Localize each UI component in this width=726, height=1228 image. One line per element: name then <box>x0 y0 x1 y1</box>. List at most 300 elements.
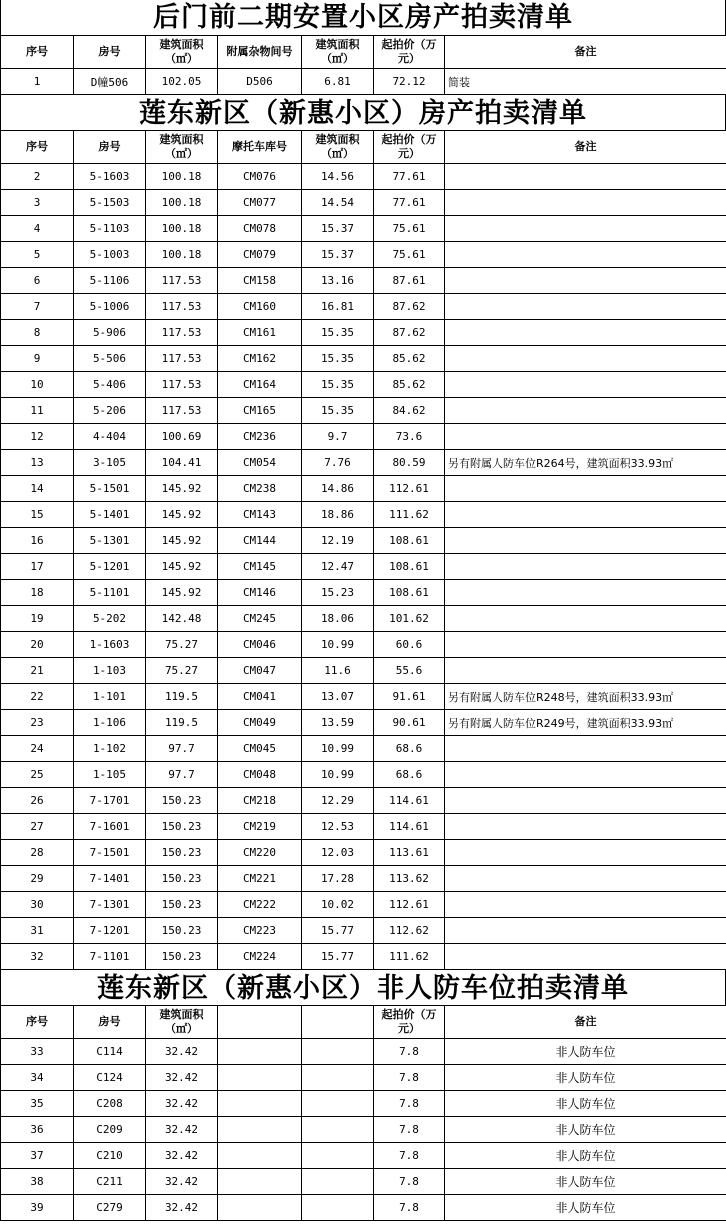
table-cell: CM054 <box>218 450 302 476</box>
section2-title: 莲东新区（新惠小区）房产拍卖清单 <box>0 95 726 130</box>
table-cell: CM161 <box>218 320 302 346</box>
table-row <box>1 164 726 190</box>
note-cell <box>445 528 726 554</box>
table-cell: 119.5 <box>146 710 218 736</box>
note-cell <box>445 866 726 892</box>
section3-table <box>0 1005 726 1221</box>
table-cell: 73.6 <box>374 424 445 450</box>
table-cell: C208 <box>74 1091 146 1117</box>
table-row <box>1 788 726 814</box>
table-cell: 145.92 <box>146 528 218 554</box>
note-cell <box>445 424 726 450</box>
table-row <box>1 1143 726 1169</box>
note-cell: 非人防车位 <box>445 1039 726 1065</box>
table-row <box>1 1039 726 1065</box>
table-cell: 77.61 <box>374 164 445 190</box>
table-cell <box>218 1143 302 1169</box>
table-row <box>1 476 726 502</box>
table-cell: 100.18 <box>146 190 218 216</box>
note-cell: 非人防车位 <box>445 1195 726 1221</box>
table-cell <box>218 1091 302 1117</box>
table-cell: 5-202 <box>74 606 146 632</box>
table-cell: 27 <box>1 814 74 840</box>
table-cell: 87.61 <box>374 268 445 294</box>
note-cell <box>445 216 726 242</box>
table-cell: 97.7 <box>146 736 218 762</box>
table-cell: CM079 <box>218 242 302 268</box>
table-cell: C279 <box>74 1195 146 1221</box>
table-cell: 34 <box>1 1065 74 1091</box>
table-cell: 13.59 <box>302 710 374 736</box>
table-cell: 85.62 <box>374 346 445 372</box>
table-cell: 10.99 <box>302 736 374 762</box>
table-cell <box>302 1091 374 1117</box>
table-cell: 75.27 <box>146 632 218 658</box>
note-cell <box>445 502 726 528</box>
table-cell: 9 <box>1 346 74 372</box>
table-cell: 117.53 <box>146 294 218 320</box>
table-cell: 100.18 <box>146 242 218 268</box>
note-cell: 非人防车位 <box>445 1065 726 1091</box>
table-cell: 7.8 <box>374 1195 445 1221</box>
table-cell <box>302 1117 374 1143</box>
table-cell: 117.53 <box>146 268 218 294</box>
table-row <box>1 892 726 918</box>
table-cell: 32.42 <box>146 1195 218 1221</box>
column-header: 房号 <box>74 36 146 69</box>
table-cell: CM221 <box>218 866 302 892</box>
table-cell: 60.6 <box>374 632 445 658</box>
table-cell: 18.86 <box>302 502 374 528</box>
note-cell <box>445 944 726 970</box>
table-row <box>1 918 726 944</box>
table-cell: 10.99 <box>302 632 374 658</box>
note-cell: 另有附属人防车位R248号，建筑面积33.93㎡ <box>445 684 726 710</box>
table-cell: 7-1201 <box>74 918 146 944</box>
table-cell: CM162 <box>218 346 302 372</box>
table-cell: 90.61 <box>374 710 445 736</box>
table-row <box>1 606 726 632</box>
table-cell: 13 <box>1 450 74 476</box>
column-header: 建筑面积（㎡） <box>302 36 374 69</box>
table-cell: 19 <box>1 606 74 632</box>
table-cell: 1-106 <box>74 710 146 736</box>
table-cell: 26 <box>1 788 74 814</box>
table-cell: 7 <box>1 294 74 320</box>
note-cell <box>445 346 726 372</box>
table-cell: C211 <box>74 1169 146 1195</box>
table-row <box>1 684 726 710</box>
table-cell: 150.23 <box>146 892 218 918</box>
column-header: 摩托车库号 <box>218 131 302 164</box>
table-cell: 10.02 <box>302 892 374 918</box>
table-row <box>1 502 726 528</box>
table-row <box>1 554 726 580</box>
table-cell <box>218 1169 302 1195</box>
table-cell: 12.19 <box>302 528 374 554</box>
table-cell: 5-1501 <box>74 476 146 502</box>
table-cell: 15.35 <box>302 398 374 424</box>
table-cell: CM076 <box>218 164 302 190</box>
table-cell: CM220 <box>218 840 302 866</box>
column-header <box>218 1006 302 1039</box>
table-cell: 6 <box>1 268 74 294</box>
table-cell: 32.42 <box>146 1039 218 1065</box>
table-cell: 14 <box>1 476 74 502</box>
table-cell: 13.07 <box>302 684 374 710</box>
table-cell: 37 <box>1 1143 74 1169</box>
table-row <box>1 69 726 95</box>
column-header: 建筑面积（㎡） <box>146 131 218 164</box>
table-cell: 117.53 <box>146 346 218 372</box>
section1-table <box>0 35 726 95</box>
table-row <box>1 866 726 892</box>
table-cell: 9.7 <box>302 424 374 450</box>
table-row <box>1 528 726 554</box>
table-row <box>1 658 726 684</box>
table-cell: 15.37 <box>302 242 374 268</box>
table-cell: 18.06 <box>302 606 374 632</box>
table-cell: 5-1401 <box>74 502 146 528</box>
note-cell <box>445 788 726 814</box>
table-cell: 14.56 <box>302 164 374 190</box>
table-cell: 20 <box>1 632 74 658</box>
column-header: 备注 <box>445 1006 726 1039</box>
table-cell <box>302 1169 374 1195</box>
column-header: 备注 <box>445 131 726 164</box>
table-cell: 5-906 <box>74 320 146 346</box>
table-cell: 75.27 <box>146 658 218 684</box>
table-cell: 5-1301 <box>74 528 146 554</box>
table-row <box>1 840 726 866</box>
table-cell: CM223 <box>218 918 302 944</box>
table-cell: C114 <box>74 1039 146 1065</box>
table-cell: 30 <box>1 892 74 918</box>
table-cell: 111.62 <box>374 944 445 970</box>
table-cell: 36 <box>1 1117 74 1143</box>
table-cell: 112.61 <box>374 476 445 502</box>
table-cell: 100.69 <box>146 424 218 450</box>
table-cell: 5-1106 <box>74 268 146 294</box>
table-cell: 12.53 <box>302 814 374 840</box>
table-cell: 68.6 <box>374 762 445 788</box>
table-cell: CM047 <box>218 658 302 684</box>
note-cell <box>445 190 726 216</box>
table-cell: CM145 <box>218 554 302 580</box>
table-cell: 32.42 <box>146 1065 218 1091</box>
column-header: 建筑面积（㎡） <box>146 1006 218 1039</box>
table-cell: 22 <box>1 684 74 710</box>
note-cell <box>445 398 726 424</box>
table-cell <box>218 1039 302 1065</box>
table-cell: 13.16 <box>302 268 374 294</box>
table-cell: 5-1603 <box>74 164 146 190</box>
table-cell: 150.23 <box>146 918 218 944</box>
table-cell: 1-103 <box>74 658 146 684</box>
table-cell: 5 <box>1 242 74 268</box>
column-header: 房号 <box>74 1006 146 1039</box>
table-cell: 1 <box>1 69 74 95</box>
column-header: 序号 <box>1 131 74 164</box>
table-cell: CM158 <box>218 268 302 294</box>
table-row <box>1 190 726 216</box>
table-cell <box>218 1195 302 1221</box>
table-cell: 114.61 <box>374 788 445 814</box>
table-cell: 145.92 <box>146 580 218 606</box>
table-cell: 15.35 <box>302 320 374 346</box>
table-cell: 35 <box>1 1091 74 1117</box>
table-cell: 7-1101 <box>74 944 146 970</box>
table-cell: 10 <box>1 372 74 398</box>
table-cell: 55.6 <box>374 658 445 684</box>
column-header: 备注 <box>445 36 726 69</box>
column-header: 建筑面积（㎡） <box>146 36 218 69</box>
table-cell: 7-1501 <box>74 840 146 866</box>
table-cell: 87.62 <box>374 320 445 346</box>
table-row <box>1 1169 726 1195</box>
table-cell: CM219 <box>218 814 302 840</box>
table-cell: 31 <box>1 918 74 944</box>
column-header: 建筑面积（㎡） <box>302 131 374 164</box>
table-cell: 5-1006 <box>74 294 146 320</box>
table-cell <box>302 1195 374 1221</box>
note-cell <box>445 658 726 684</box>
section3-title: 莲东新区（新惠小区）非人防车位拍卖清单 <box>0 970 726 1005</box>
table-cell: C124 <box>74 1065 146 1091</box>
table-row <box>1 1117 726 1143</box>
table-cell: 6.81 <box>302 69 374 95</box>
table-row <box>1 242 726 268</box>
table-cell: 21 <box>1 658 74 684</box>
table-cell: CM164 <box>218 372 302 398</box>
table-cell: 150.23 <box>146 814 218 840</box>
table-row <box>1 944 726 970</box>
table-cell: 5-506 <box>74 346 146 372</box>
table-cell: 12.29 <box>302 788 374 814</box>
note-cell: 另有附属人防车位R249号，建筑面积33.93㎡ <box>445 710 726 736</box>
table-cell: CM146 <box>218 580 302 606</box>
column-header: 起拍价（万元） <box>374 36 445 69</box>
table-cell: CM238 <box>218 476 302 502</box>
table-cell: 5-206 <box>74 398 146 424</box>
table-cell: CM160 <box>218 294 302 320</box>
table-cell: C209 <box>74 1117 146 1143</box>
table-cell: 16.81 <box>302 294 374 320</box>
table-cell: 7-1701 <box>74 788 146 814</box>
table-row <box>1 346 726 372</box>
table-cell <box>302 1143 374 1169</box>
table-cell: 7.8 <box>374 1065 445 1091</box>
table-row <box>1 216 726 242</box>
table-cell: 5-1101 <box>74 580 146 606</box>
table-cell: CM077 <box>218 190 302 216</box>
note-cell <box>445 554 726 580</box>
table-cell: 25 <box>1 762 74 788</box>
table-cell: CM049 <box>218 710 302 736</box>
table-cell: CM222 <box>218 892 302 918</box>
note-cell <box>445 606 726 632</box>
table-cell: 5-406 <box>74 372 146 398</box>
table-cell: 117.53 <box>146 398 218 424</box>
table-cell: CM041 <box>218 684 302 710</box>
table-cell: 108.61 <box>374 554 445 580</box>
table-row <box>1 762 726 788</box>
table-cell: 32.42 <box>146 1143 218 1169</box>
table-cell: CM224 <box>218 944 302 970</box>
column-header: 起拍价（万元） <box>374 1006 445 1039</box>
table-cell: 101.62 <box>374 606 445 632</box>
table-cell: 5-1201 <box>74 554 146 580</box>
table-cell: 17.28 <box>302 866 374 892</box>
table-cell: 15.77 <box>302 918 374 944</box>
table-cell: 75.61 <box>374 242 445 268</box>
table-row <box>1 1091 726 1117</box>
table-cell: 114.61 <box>374 814 445 840</box>
table-cell: 33 <box>1 1039 74 1065</box>
table-row <box>1 372 726 398</box>
table-cell: 102.05 <box>146 69 218 95</box>
table-cell: CM165 <box>218 398 302 424</box>
table-cell: D幢506 <box>74 69 146 95</box>
table-cell <box>218 1065 302 1091</box>
table-cell: 4-404 <box>74 424 146 450</box>
table-row <box>1 450 726 476</box>
note-cell: 非人防车位 <box>445 1169 726 1195</box>
table-cell: 29 <box>1 866 74 892</box>
table-cell: 112.62 <box>374 918 445 944</box>
table-cell: CM245 <box>218 606 302 632</box>
table-row <box>1 1065 726 1091</box>
table-cell: CM143 <box>218 502 302 528</box>
table-cell: CM048 <box>218 762 302 788</box>
note-cell <box>445 762 726 788</box>
column-header: 起拍价（万元） <box>374 131 445 164</box>
table-cell: 150.23 <box>146 866 218 892</box>
note-cell <box>445 814 726 840</box>
note-cell <box>445 372 726 398</box>
table-cell: 1-101 <box>74 684 146 710</box>
table-cell: 11 <box>1 398 74 424</box>
note-cell <box>445 580 726 606</box>
table-cell: 15.37 <box>302 216 374 242</box>
table-cell: 145.92 <box>146 502 218 528</box>
table-cell: 39 <box>1 1195 74 1221</box>
note-cell <box>445 320 726 346</box>
table-cell: 68.6 <box>374 736 445 762</box>
note-cell: 非人防车位 <box>445 1091 726 1117</box>
note-cell: 非人防车位 <box>445 1117 726 1143</box>
table-cell: 2 <box>1 164 74 190</box>
note-cell <box>445 242 726 268</box>
table-cell: 7.8 <box>374 1091 445 1117</box>
table-cell: 7.76 <box>302 450 374 476</box>
table-cell <box>302 1065 374 1091</box>
table-cell: CM046 <box>218 632 302 658</box>
table-cell: CM236 <box>218 424 302 450</box>
table-cell: 113.62 <box>374 866 445 892</box>
table-cell: 5-1003 <box>74 242 146 268</box>
table-cell: 111.62 <box>374 502 445 528</box>
table-cell: 75.61 <box>374 216 445 242</box>
table-row <box>1 580 726 606</box>
table-cell: 12 <box>1 424 74 450</box>
table-cell: 117.53 <box>146 320 218 346</box>
table-cell: 1-102 <box>74 736 146 762</box>
table-cell: CM218 <box>218 788 302 814</box>
column-header: 附属杂物间号 <box>218 36 302 69</box>
note-cell <box>445 164 726 190</box>
note-cell: 简装 <box>445 69 726 95</box>
table-cell: 1-105 <box>74 762 146 788</box>
table-cell: 32 <box>1 944 74 970</box>
table-cell: D506 <box>218 69 302 95</box>
note-cell <box>445 892 726 918</box>
table-cell: C210 <box>74 1143 146 1169</box>
column-header: 序号 <box>1 1006 74 1039</box>
table-cell: 7-1401 <box>74 866 146 892</box>
note-cell <box>445 840 726 866</box>
table-cell: 4 <box>1 216 74 242</box>
column-header: 房号 <box>74 131 146 164</box>
table-row <box>1 632 726 658</box>
table-cell: 145.92 <box>146 554 218 580</box>
note-cell <box>445 476 726 502</box>
table-cell <box>302 1039 374 1065</box>
table-cell: CM144 <box>218 528 302 554</box>
table-cell: 11.6 <box>302 658 374 684</box>
table-cell: 119.5 <box>146 684 218 710</box>
table-cell: 150.23 <box>146 788 218 814</box>
table-header-row <box>1 1006 726 1039</box>
table-header-row <box>1 131 726 164</box>
table-cell: 16 <box>1 528 74 554</box>
table-row <box>1 736 726 762</box>
table-cell: 18 <box>1 580 74 606</box>
table-cell: 100.18 <box>146 216 218 242</box>
table-cell: 80.59 <box>374 450 445 476</box>
table-row <box>1 1195 726 1221</box>
table-cell: 108.61 <box>374 580 445 606</box>
table-cell <box>218 1117 302 1143</box>
table-cell: 104.41 <box>146 450 218 476</box>
table-cell: 15.35 <box>302 346 374 372</box>
table-cell: CM045 <box>218 736 302 762</box>
table-row <box>1 710 726 736</box>
table-cell: 117.53 <box>146 372 218 398</box>
table-cell: 15.77 <box>302 944 374 970</box>
table-cell: 10.99 <box>302 762 374 788</box>
table-cell: 5-1503 <box>74 190 146 216</box>
section1-title: 后门前二期安置小区房产拍卖清单 <box>0 0 726 35</box>
table-cell: 12.47 <box>302 554 374 580</box>
table-cell: 113.61 <box>374 840 445 866</box>
table-cell: 7.8 <box>374 1039 445 1065</box>
table-row <box>1 424 726 450</box>
table-cell: 12.03 <box>302 840 374 866</box>
table-cell: 1-1603 <box>74 632 146 658</box>
table-header-row <box>1 36 726 69</box>
table-cell: 85.62 <box>374 372 445 398</box>
table-cell: 100.18 <box>146 164 218 190</box>
table-cell: 17 <box>1 554 74 580</box>
table-cell: 15 <box>1 502 74 528</box>
table-cell: 14.54 <box>302 190 374 216</box>
table-cell: 3 <box>1 190 74 216</box>
table-cell: 97.7 <box>146 762 218 788</box>
table-row <box>1 320 726 346</box>
column-header <box>302 1006 374 1039</box>
table-cell: 15.35 <box>302 372 374 398</box>
